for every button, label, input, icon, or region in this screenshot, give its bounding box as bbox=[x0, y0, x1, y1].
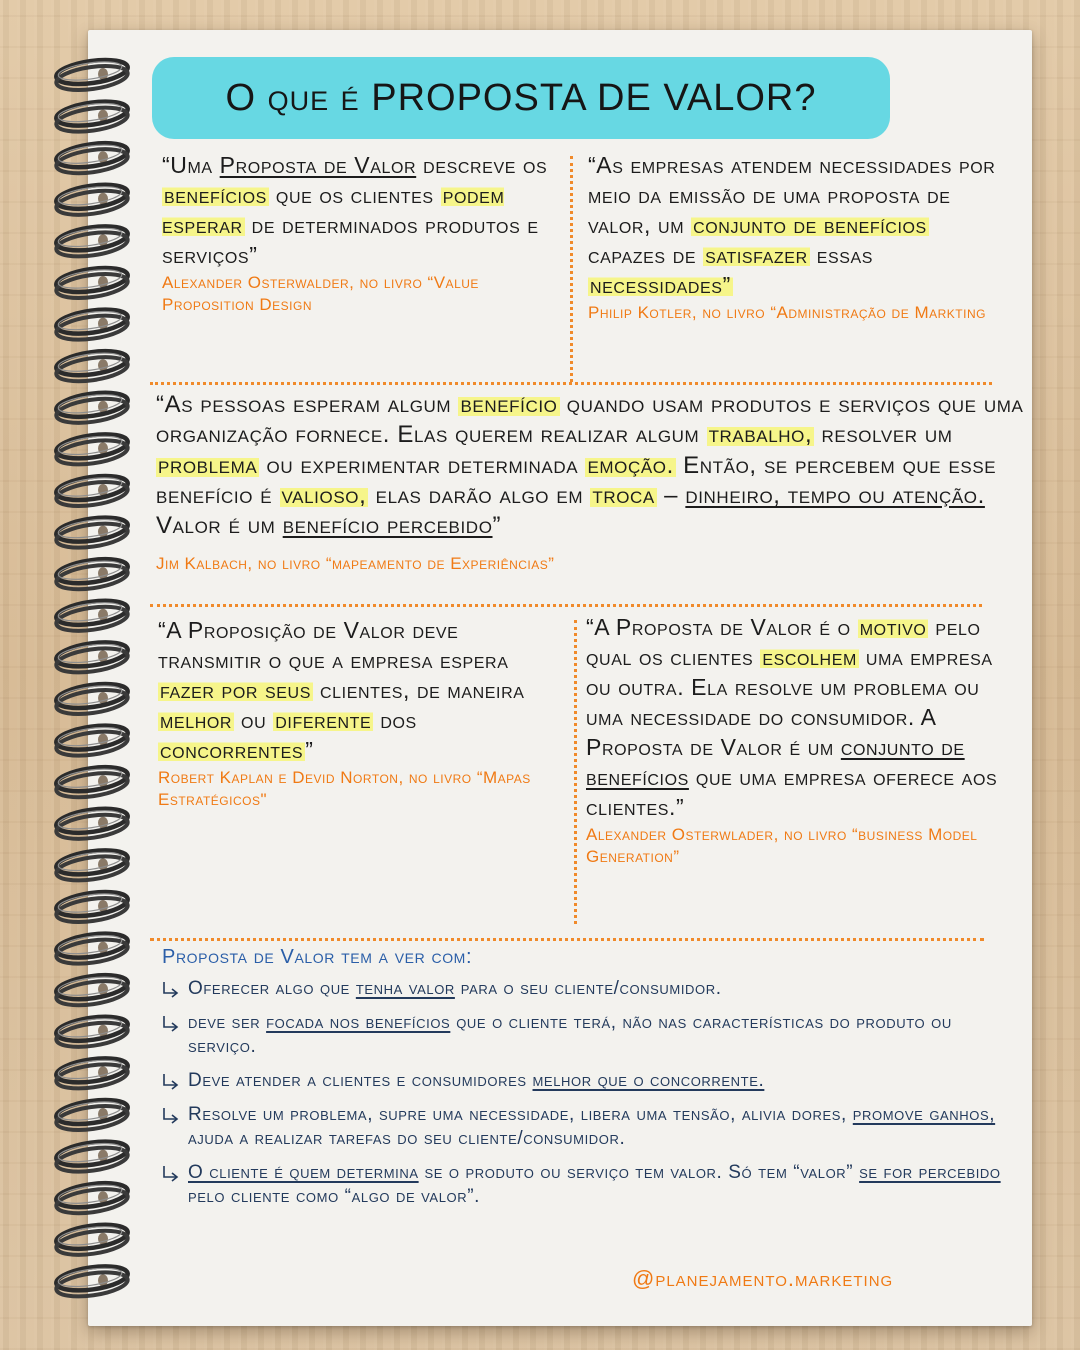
highlighted-text: troca bbox=[592, 481, 655, 509]
text-run: dos bbox=[373, 707, 417, 733]
text-run: deve ser bbox=[188, 1012, 267, 1033]
return-arrow-icon bbox=[162, 981, 180, 999]
summary-item bbox=[160, 1103, 1020, 1151]
spiral-binding bbox=[46, 56, 138, 1306]
summary-list bbox=[160, 977, 1020, 1209]
section-divider bbox=[150, 382, 992, 385]
spiral-coil bbox=[55, 306, 129, 344]
text-run: capazes de bbox=[588, 242, 704, 268]
spiral-coil bbox=[55, 472, 129, 510]
underlined-text: tenha valor bbox=[355, 978, 455, 999]
text-run: resolver um bbox=[814, 421, 953, 449]
highlighted-text: necessidades” bbox=[590, 272, 731, 298]
summary-section bbox=[160, 946, 1020, 1219]
spiral-coil bbox=[55, 555, 129, 593]
text-run: – bbox=[656, 481, 686, 509]
summary-item-text bbox=[188, 1162, 1001, 1207]
spiral-coil bbox=[55, 805, 129, 843]
text-run: Oferecer algo que bbox=[188, 978, 356, 999]
highlighted-text: valioso, bbox=[281, 481, 367, 509]
quote-text bbox=[158, 615, 568, 765]
return-arrow-icon bbox=[162, 1073, 180, 1091]
column-divider bbox=[570, 156, 573, 382]
text-run: “As empresas atendem necessidades por meio da emissão de uma proposta de valor, um bbox=[588, 152, 996, 238]
text-run: “A Proposta de Valor é o bbox=[586, 614, 858, 640]
spiral-coil bbox=[55, 1054, 129, 1092]
summary-item-text bbox=[188, 1012, 952, 1057]
spiral-coil bbox=[55, 971, 129, 1009]
spiral-coil bbox=[55, 930, 129, 968]
text-run: de determinados produtos e serviços” bbox=[162, 212, 539, 268]
quote-text bbox=[156, 390, 1026, 541]
underlined-text: dinheiro, tempo ou atenção. bbox=[685, 481, 985, 509]
underlined-text: benefício percebido bbox=[282, 512, 493, 540]
underlined-text: Proposta de Valor bbox=[219, 152, 417, 178]
spiral-coil bbox=[55, 222, 129, 260]
highlighted-text: benefício bbox=[460, 391, 558, 418]
summary-item bbox=[160, 1069, 1020, 1093]
section-divider bbox=[150, 938, 984, 941]
summary-item-text bbox=[188, 1070, 764, 1091]
text-run: Deve atender a clientes e consumidores bbox=[188, 1070, 533, 1091]
highlighted-text: satisfazer bbox=[705, 242, 808, 268]
title-banner bbox=[152, 57, 890, 139]
text-run: que o cliente terá, não nas características do produto ou serviço. bbox=[188, 1012, 952, 1057]
spiral-coil bbox=[55, 1138, 129, 1176]
spiral-coil bbox=[55, 347, 129, 385]
highlighted-text: motivo bbox=[859, 614, 927, 640]
text-run: ” bbox=[305, 737, 314, 763]
quote-kalbach bbox=[156, 390, 1026, 575]
text-run: ou bbox=[234, 707, 274, 733]
summary-item bbox=[160, 977, 1020, 1001]
text-run: para o seu cliente/consumidor. bbox=[454, 978, 722, 999]
spiral-coil bbox=[55, 264, 129, 302]
summary-item-text bbox=[188, 1104, 995, 1149]
quote-author: Alexander Osterwalder, no livro “Value Proposition Design bbox=[162, 273, 479, 314]
return-arrow-icon bbox=[162, 1165, 180, 1183]
quote-author: Jim Kalbach, no livro “mapeamento de Experiências” bbox=[156, 554, 555, 574]
page-title: O que é PROPOSTA DE VALOR? bbox=[225, 76, 817, 119]
spiral-coil bbox=[55, 56, 129, 94]
text-run: clientes, de maneira bbox=[313, 677, 525, 703]
text-run: “As pessoas esperam algum bbox=[156, 391, 459, 418]
highlighted-text: melhor bbox=[160, 707, 233, 733]
return-arrow-icon bbox=[162, 1015, 180, 1033]
instagram-handle: @planejamento.marketing bbox=[632, 1266, 894, 1291]
text-run: ou experimentar determinada bbox=[259, 451, 586, 479]
spiral-coil bbox=[55, 638, 129, 676]
spiral-coil bbox=[55, 846, 129, 884]
text-run: descreve os bbox=[416, 152, 548, 178]
text-run: se o produto ou serviço tem valor. Só tem “valor” bbox=[418, 1162, 860, 1183]
text-run: pelo qual os clientes bbox=[586, 614, 981, 670]
spiral-coil bbox=[55, 139, 129, 177]
spiral-coil bbox=[55, 1262, 129, 1300]
text-run: Valor é um bbox=[156, 512, 283, 540]
spiral-coil bbox=[55, 98, 129, 136]
text-run: ajuda a realizar tarefas do seu cliente/consumidor. bbox=[188, 1128, 626, 1149]
spiral-coil bbox=[55, 1179, 129, 1217]
spiral-coil bbox=[55, 1096, 129, 1134]
spiral-coil bbox=[55, 514, 129, 552]
spiral-coil bbox=[55, 1013, 129, 1051]
highlighted-text: concorrentes bbox=[160, 737, 304, 763]
spiral-coil bbox=[55, 597, 129, 635]
quote-kaplan-norton bbox=[158, 615, 568, 811]
text-run: uma empresa ou outra. Ela resolve um problema ou uma necessidade do consumidor. A Proposta de Valor é um bbox=[586, 644, 993, 760]
quote-osterwalder-bmg bbox=[586, 612, 1006, 868]
return-arrow-icon bbox=[162, 1107, 180, 1125]
spiral-coil bbox=[55, 430, 129, 468]
highlighted-text: fazer por seus bbox=[160, 677, 311, 703]
underlined-text: focada nos benefícios bbox=[266, 1012, 451, 1033]
highlighted-text: benefícios bbox=[164, 182, 267, 208]
spiral-coil bbox=[55, 888, 129, 926]
spiral-coil bbox=[55, 722, 129, 760]
text-run: Resolve um problema, supre uma necessidade, libera uma tensão, alivia dores, bbox=[188, 1104, 853, 1125]
underlined-text: conjunto de benefícios bbox=[586, 734, 965, 790]
text-run: que os clientes bbox=[268, 182, 441, 208]
summary-item bbox=[160, 1011, 1020, 1059]
underlined-text: melhor que o concorrente. bbox=[532, 1070, 765, 1091]
highlighted-text: problema bbox=[158, 451, 258, 479]
underlined-text: O cliente é quem determina bbox=[188, 1162, 419, 1183]
spiral-coil bbox=[55, 763, 129, 801]
highlighted-text: emoção. bbox=[587, 451, 674, 479]
highlighted-text: conjunto de benefícios bbox=[693, 212, 927, 238]
highlighted-text: podem esperar bbox=[162, 182, 505, 238]
spiral-coil bbox=[55, 181, 129, 219]
highlighted-text: trabalho, bbox=[708, 421, 813, 449]
underlined-text: promove ganhos, bbox=[852, 1104, 996, 1125]
text-run: que uma empresa oferece aos clientes.” bbox=[586, 764, 998, 820]
spiral-coil bbox=[55, 680, 129, 718]
highlighted-text: escolhem bbox=[762, 644, 857, 670]
text-run: “A Proposição de Valor deve transmitir o que a empresa espera bbox=[158, 617, 509, 673]
quote-author: Philip Kotler, no livro “Administração de Markting bbox=[588, 303, 986, 322]
section-divider bbox=[150, 604, 982, 607]
text-run: ” bbox=[492, 512, 502, 540]
text-run: quando usam produtos e serviços que uma organização fornece. Elas querem realizar algum bbox=[156, 391, 1024, 449]
quote-text bbox=[162, 150, 562, 270]
summary-item bbox=[160, 1161, 1020, 1209]
text-run: essas bbox=[809, 242, 874, 268]
quote-osterwalder-vpd bbox=[162, 150, 562, 316]
quote-author: Alexander Osterwlader, no livro “business Model Generation” bbox=[586, 825, 978, 866]
text-run: “Uma bbox=[162, 152, 220, 178]
quote-kotler bbox=[588, 150, 1008, 324]
column-divider bbox=[574, 620, 577, 924]
spiral-coil bbox=[55, 1221, 129, 1259]
quote-author: Robert Kaplan e Devid Norton, no livro “Mapas Estratégicos" bbox=[158, 768, 531, 809]
highlighted-text: diferente bbox=[275, 707, 372, 733]
spiral-coil bbox=[55, 389, 129, 427]
text-run: Então, se percebem que esse benefício é bbox=[156, 451, 997, 509]
text-run: elas darão algo em bbox=[368, 481, 591, 509]
summary-title: Proposta de Valor tem a ver com: bbox=[162, 946, 473, 968]
text-run: pelo cliente como “algo de valor”. bbox=[188, 1186, 481, 1207]
quote-text bbox=[586, 612, 1006, 822]
underlined-text: se for percebido bbox=[859, 1162, 1001, 1183]
summary-item-text bbox=[188, 978, 722, 999]
quote-text bbox=[588, 150, 1008, 300]
